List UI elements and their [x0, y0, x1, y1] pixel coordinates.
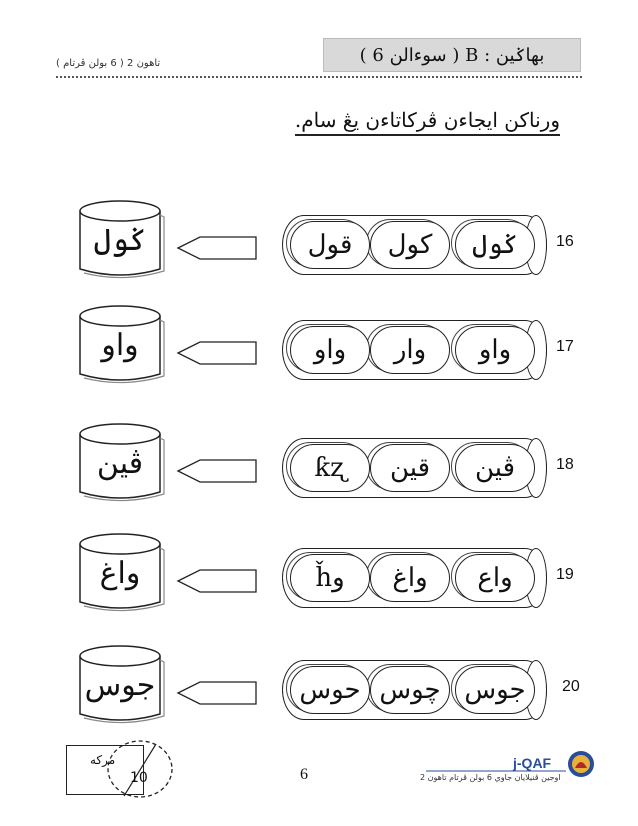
question-number: 18 — [556, 456, 574, 473]
option-word[interactable]: ƙʐ — [290, 444, 370, 492]
option-word[interactable]: قين — [370, 444, 450, 492]
option-word[interactable]: كول — [370, 221, 450, 269]
option-word[interactable]: ݢول — [455, 221, 535, 269]
option-word[interactable]: وار — [370, 326, 450, 374]
option-word[interactable]: قول — [290, 221, 370, 269]
logo-emblem-icon — [566, 749, 596, 779]
instruction-text: ورناكن ايجاءن ڤركاتاءن يڠ سام. — [295, 108, 560, 136]
option-word[interactable]: چوس — [370, 666, 450, 714]
answer-word: ݢول — [93, 223, 147, 258]
left-arrow-icon — [176, 680, 258, 706]
option-word[interactable]: وȟ — [290, 554, 370, 602]
option-word[interactable]: واع — [455, 554, 535, 602]
logo-text: j-QAF — [513, 755, 552, 771]
option-word[interactable]: حوس — [290, 666, 370, 714]
option-word[interactable]: جوس — [455, 666, 535, 714]
header-section-box — [323, 38, 581, 72]
question-number: 19 — [556, 566, 574, 583]
answer-word: واغ — [99, 556, 141, 591]
left-arrow-icon — [176, 340, 258, 366]
option-word[interactable]: واغ — [370, 554, 450, 602]
answer-word: جوس — [84, 668, 156, 703]
footer-publisher-text: اوجين ڤنيلايان جاوي 6 بولن ڤرتام تاهون 2 — [420, 773, 561, 782]
page-number: 6 — [300, 766, 308, 783]
question-number: 16 — [556, 233, 574, 250]
question-number: 20 — [562, 678, 580, 695]
left-arrow-icon — [176, 458, 258, 484]
option-word[interactable]: واو — [455, 326, 535, 374]
answer-word: ڤين — [96, 446, 144, 481]
left-arrow-icon — [176, 568, 258, 594]
header-left-text: تاهون 2 ( 6 بولن ڤرتام ) — [56, 58, 161, 69]
left-arrow-icon — [176, 235, 258, 261]
header-dotted-rule — [56, 76, 582, 78]
header-section-label: بهاݢين : B ( سوءالن 6 ) — [359, 44, 545, 66]
answer-word: واو — [101, 328, 139, 363]
score-circle — [100, 736, 180, 802]
question-number: 17 — [556, 338, 574, 355]
option-word[interactable]: ڤين — [455, 444, 535, 492]
score-total: 10 — [130, 770, 148, 786]
option-word[interactable]: واو — [290, 326, 370, 374]
score-label: مركه — [90, 753, 116, 767]
